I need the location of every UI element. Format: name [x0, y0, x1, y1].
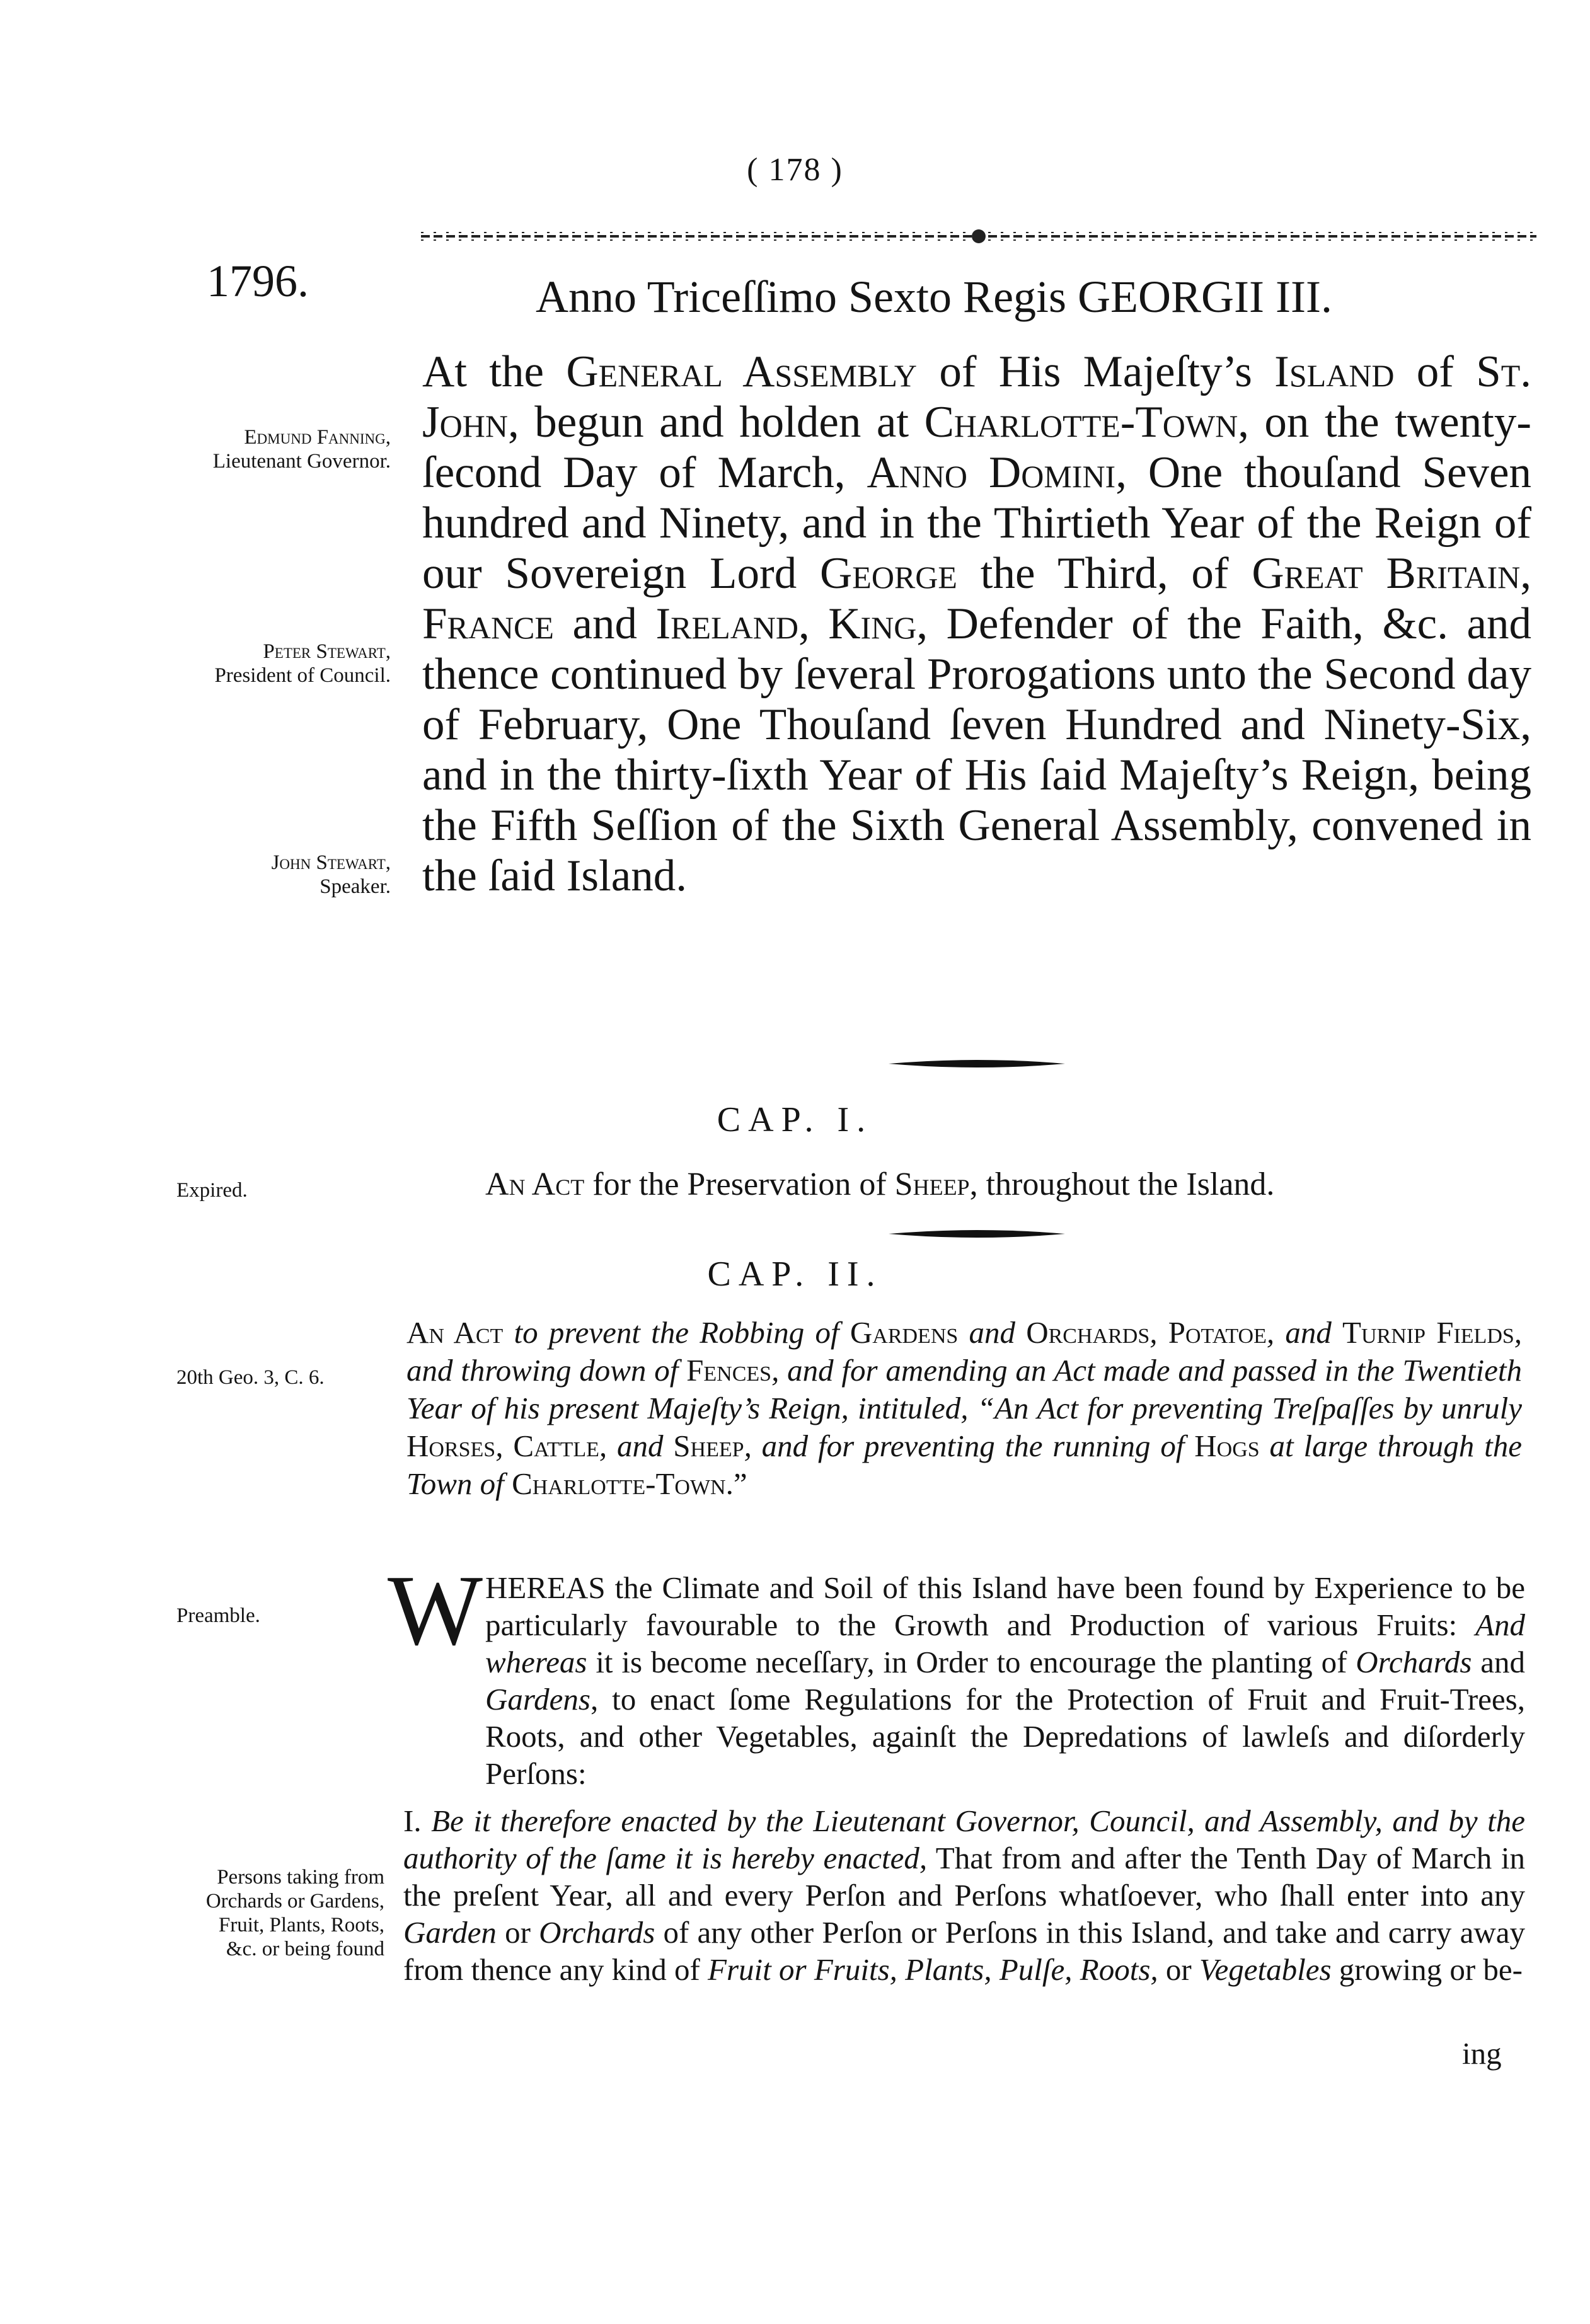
enacting-clause: I. Be it therefore enacted by the Lieutenant Governor, Council, and Assembly, and by the authority of the ſame it is hereby enacted, That from and after the Tenth Day of March in the preſent Year, all and every Perſon and Perſons whatſoever, who ſhall enter into any Garden or Orchards of any other Perſon or Perſons in this Island, and take and carry away from thence any kind of Fruit or Fruits, Plants, Pulſe, Roots, or Vegetables growing or be-	[403, 1803, 1525, 1987]
regnal-heading: Anno Triceſſimo Sexto Regis GEORGII III.	[536, 272, 1332, 322]
margin-note-statute-reference: 20th Geo. 3, C. 6.	[176, 1366, 325, 1389]
whereas-clause: HEREAS the Climate and Soil of this Island have been found by Experience to be particularly favourable to the Growth and Production of various Fruits: And whereas it is become neceſſary, in Order to encourage the planting of Orchards and Gardens, to enact ſome Regulations for the Protection of Fruit and Fruit-Trees, Roots, and other Vegetables, againſt the Depredations of lawleſs and diſorderly Perſons:	[485, 1570, 1525, 1791]
margin-note-persons: Persons taking from Orchards or Gardens, Fruit, Plants, Roots, &c. or being found	[205, 1866, 384, 1960]
year: 1796.	[207, 256, 309, 306]
section-divider	[889, 1059, 1065, 1069]
margin-note-governor: Edmund Fanning, Lieutenant Governor.	[212, 426, 391, 473]
ornament-rule	[421, 227, 1536, 246]
margin-note-expired: Expired.	[176, 1179, 248, 1202]
section-divider	[889, 1229, 1065, 1239]
margin-note-council-president: Peter Stewart, President of Council.	[214, 640, 391, 687]
catchword: ing	[1462, 2036, 1502, 2071]
margin-note-speaker: John Stewart, Speaker.	[271, 851, 391, 898]
page-number: ( 178 )	[747, 152, 843, 188]
margin-note-preamble: Preamble.	[176, 1604, 260, 1627]
chapter-heading-1: CAP. I.	[717, 1100, 873, 1139]
drop-capital: W	[388, 1554, 483, 1666]
act-title-1: An Act for the Preservation of Sheep, throughout the Island.	[485, 1166, 1275, 1202]
chapter-heading-2: CAP. II.	[707, 1255, 883, 1294]
assembly-introduction: At the General Assembly of His Majeſty’s Island of St. John, begun and holden at Charlotte-Town, on the twenty-ſecond Day of March, Anno Domini, One thouſand Seven hundred and Ninety, and in the Thirtieth Year of the Reign of our Sovereign Lord George the Third, of Great Britain, France and Ireland, King, Defender of the Faith, &c. and thence continued by ſeveral Prorogations unto the Second day of February, One Thouſand ſeven Hundred and Ninety-Six, and in the thirty-ſixth Year of His ſaid Majeſty’s Reign, being the Fifth Seſſion of the Sixth General Assembly, convened in the ſaid Island.	[422, 347, 1532, 900]
act-title-2: An Act to prevent the Robbing of Gardens and Orchards, Potatoe, and Turnip Fields, and throwing down of Fences, and for amending an Act made and passed in the Twentieth Year of his present Majeſty’s Reign, intituled, “An Act for preventing Treſpaſſes by unruly Horses, Cattle, and Sheep, and for preventing the running of Hogs at large through the Town of Charlotte-Town.”	[406, 1315, 1523, 1501]
